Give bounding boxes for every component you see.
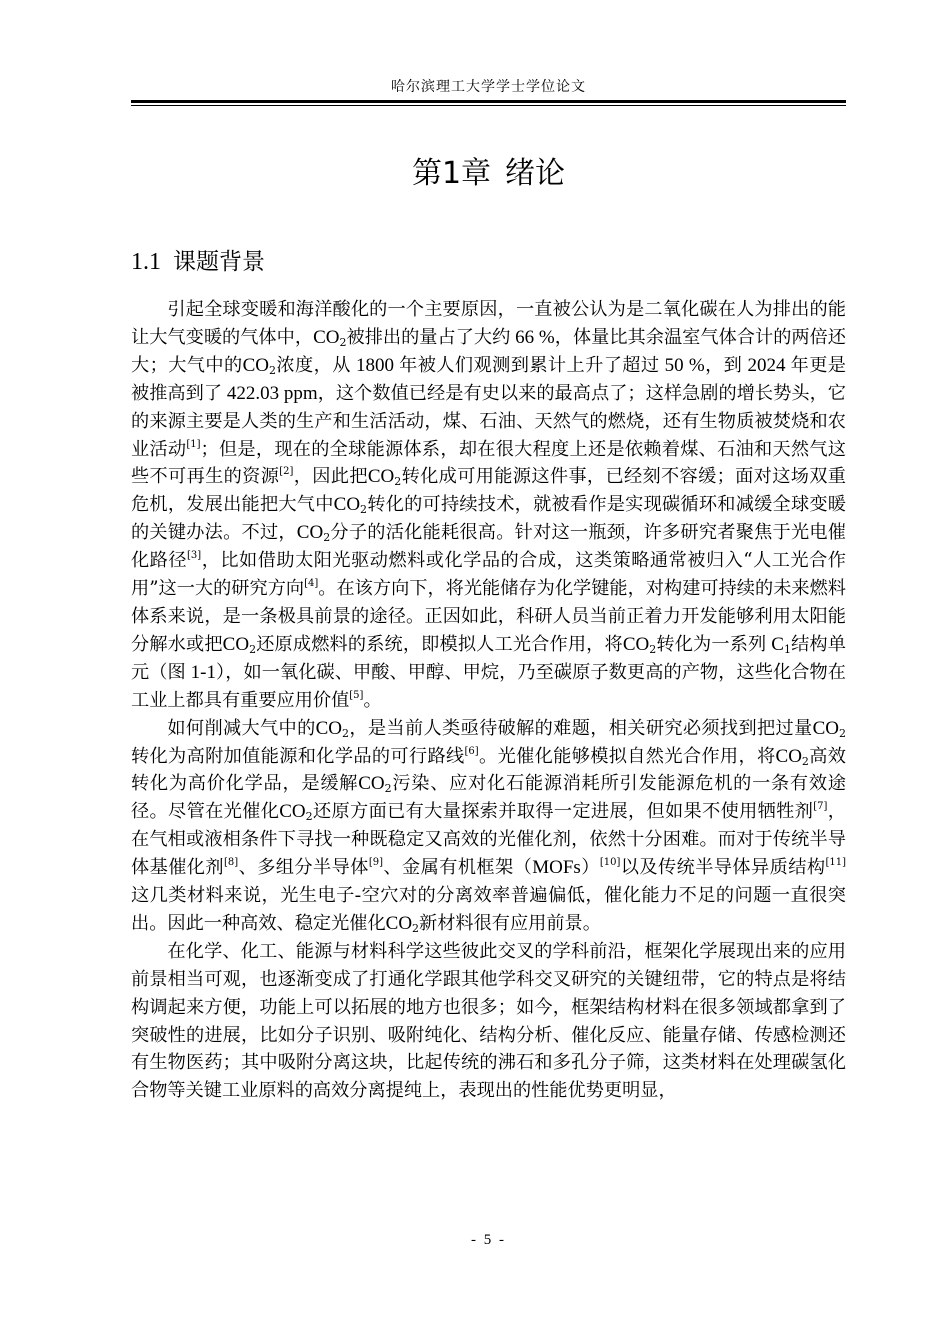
page-number: - 5 -	[471, 1232, 506, 1248]
running-header: 哈尔滨理工大学学士学位论文	[391, 79, 586, 95]
citation-3: [3]	[187, 550, 202, 562]
chapter-heading	[131, 152, 846, 196]
paragraph-3: 在化学、化工、能源与材料科学这些彼此交叉的学科前沿，框架化学展现出来的应用前景相当可观，也逐渐变成了打通化学跟其他学科交叉研究的关键纽带，它的特点是将结构调起来方便，功能上可以拓展的地方也很多；如今，框架结构材料在很多领域都拿到了突破性的进展，比如分子识别、吸附纯化、结构分析、催化反应、能量存储、传感检测还有生物医药；其中吸附分离这块，比起传统的沸石和多孔分子筛，这类材料在处理碳氢化合物等关键工业原料的高效分离提纯上，表现出的性能优势更明显，	[131, 940, 846, 1102]
citation-5: [5]	[349, 689, 364, 701]
paragraph-2: 如何削减大气中的$CO_2$，是当前人类亟待破解的难题，相关研究必须找到把过量$CO_2$转化为高附加值能源和化学品的可行路线[6]。光催化能够模拟自然光合作用，将$CO_2$高效转化为高价化学品，是缓解$CO_2$污染、应对化石能源消耗所引发能源危机的一条有效途径。尽管在光催化$CO_2$还原方面已有大量探索并取得一定进展，但如果不使用牺牲剂[7]，在气相或液相条件下寻找一种既稳定又高效的光催化剂，依然十分困难。而对于传统半导体基催化剂[8]、多组分半导体[9]、金属有机框架（MOFs）[10]以及传统半导体异质结构[11]这几类材料来说，光生电子-空穴对的分离效率普遍偏低，催化能力不足的问题一直很突出。因此一种高效、稳定光催化$CO_2$新材料很有应用前景。	[131, 717, 846, 935]
section-number: 1.1	[131, 249, 161, 275]
citation-8: [8]	[224, 857, 239, 869]
citation-4: [4]	[304, 578, 319, 590]
body-text	[131, 296, 846, 1105]
citation-9: [9]	[368, 857, 383, 869]
citation-11: [11]	[825, 857, 846, 869]
chapter-title: 绪论	[505, 156, 566, 191]
header-rule-thin	[131, 105, 846, 106]
citation-10: [10]	[599, 857, 621, 869]
paragraph-1: 引起全球变暖和海洋酸化的一个主要原因，一直被公认为是二氧化碳在人为排出的能让大气变暖的气体中，$CO_2$被排出的量占了大约 66 %，体量比其余温室气体合计的两倍还大；大气中的$CO_2$浓度，从 1800 年被人们观测到累计上升了超过 50 %，到 2024 年更是被推高到了 422.03 ppm，这个数值已经是有史以来的最高点了；这样急剧的增长势头，它的来源主要是人类的生产和生活活动，煤、石油、天然气的燃烧，还有生物质被焚烧和农业活动[1]；但是，现在的全球能源体系，却在很大程度上还是依赖着煤、石油和天然气这些不可再生的资源[2]，因此把$CO_2$转化成可用能源这件事，已经刻不容缓；面对这场双重危机，发展出能把大气中$CO_2$转化的可持续技术，就被看作是实现碳循环和减缓全球变暖的关键办法。不过，$CO_2$分子的活化能耗很高。针对这一瓶颈，许多研究者聚焦于光电催化路径[3]，比如借助太阳光驱动燃料或化学品的合成，这类策略通常被归入“人工光合作用”这一大的研究方向[4]。在该方向下，将光能储存为化学键能，对构建可持续的未来燃料体系来说，是一条极具前景的途径。正因如此，科研人员当前正着力开发能够利用太阳能分解水或把$CO_2$还原成燃料的系统，即模拟人工光合作用，将$CO_2$转化为一系列 $C_1$结构单元（图 1-1），如一氧化碳、甲酸、甲醇、甲烷，乃至碳原子数更高的产物，这些化合物在工业上都具有重要应用价值[5]。	[131, 299, 846, 711]
citation-6: [6]	[464, 745, 479, 757]
citation-7: [7]	[813, 801, 828, 813]
citation-2: [2]	[279, 466, 294, 478]
section-title: 课题背景	[173, 249, 265, 275]
citation-1: [1]	[186, 438, 201, 450]
section-heading	[131, 244, 265, 280]
header-rule-thick	[131, 100, 846, 103]
chapter-number: 第1章	[411, 156, 492, 191]
